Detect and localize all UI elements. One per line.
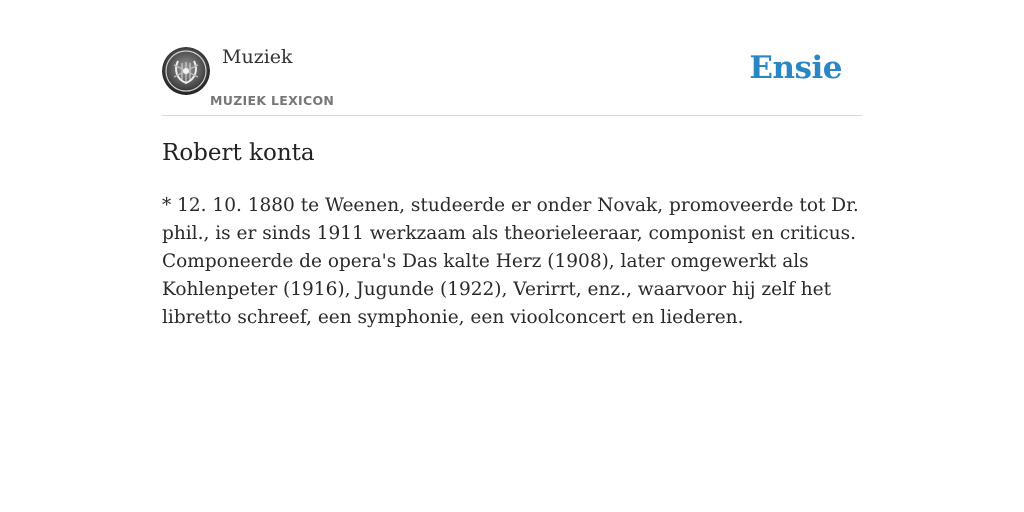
page-container xyxy=(162,0,862,328)
lyre-emblem-icon xyxy=(162,47,210,95)
brand-logo-link[interactable]: Ensie xyxy=(749,50,842,86)
source-name-link[interactable]: Muziek xyxy=(222,46,293,68)
entry-body-text: * 12. 10. 1880 te Weenen, studeerde er onder Novak, promoveerde tot Dr. phil., is er sinds 1911 werkzaam als theorieleeraar, componist en criticus. Componeerde de opera's Das kalte Herz (1908), later omgewerkt als Kohlenpeter (1916), Jugunde (1922), Verirrt, enz., waarvoor hij zelf het libretto schreef, een symphonie, een vioolconcert en liederen. xyxy=(162,195,859,328)
header xyxy=(162,0,862,116)
source-subtitle: MUZIEK LEXICON xyxy=(210,93,335,108)
entry-title: Robert konta xyxy=(162,140,315,166)
source-avatar[interactable] xyxy=(162,47,210,95)
